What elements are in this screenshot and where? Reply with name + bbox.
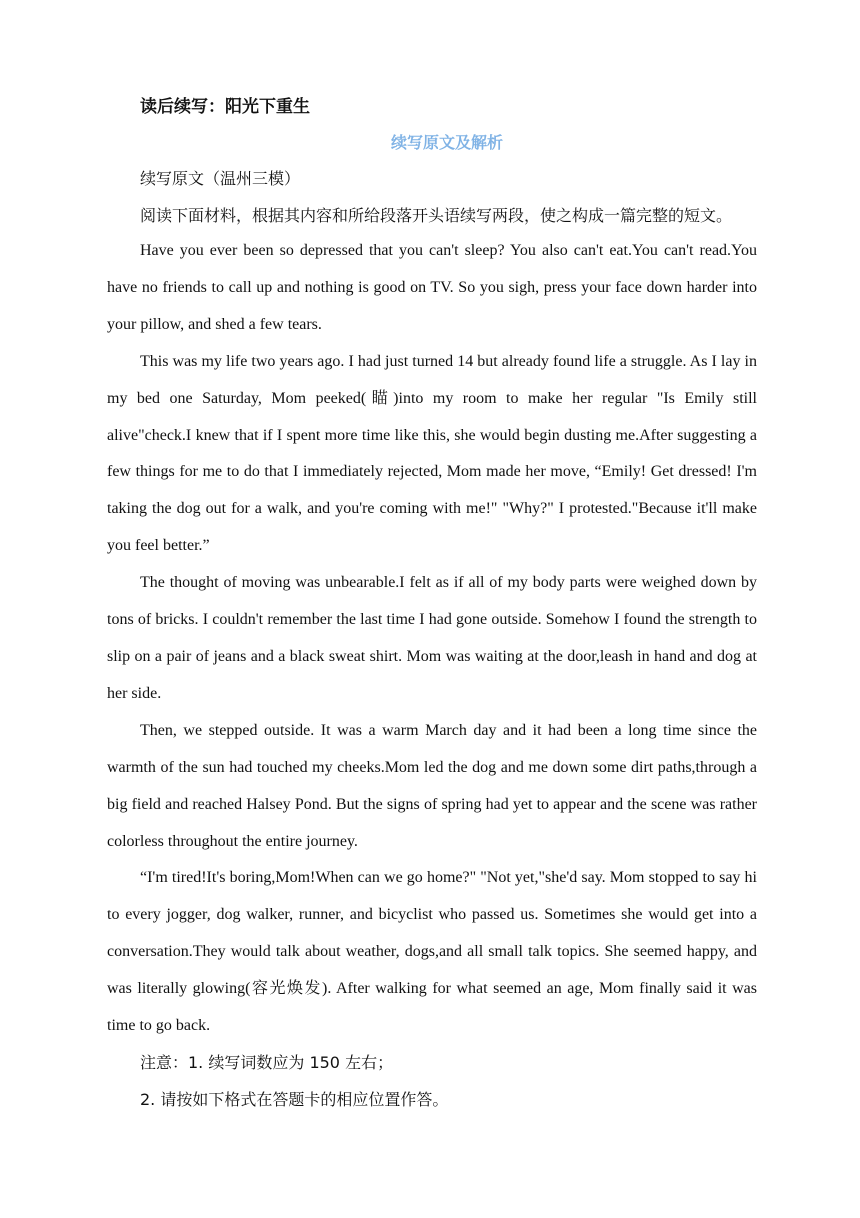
source-line: 续写原文（温州三模） bbox=[140, 169, 301, 188]
passage-paragraph-3: The thought of moving was unbearable.I felt as if all of my body parts were weighed down by tons of bricks. I couldn't remember the last time I had gone outside. Somehow I found the strength to slip on a pair of jeans and a black sweat shirt. Mom was waiting at the door,leash in hand and dog at her side. bbox=[107, 574, 757, 702]
passage bbox=[107, 233, 757, 1045]
passage-paragraph-2: This was my life two years ago. I had just turned 14 but already found life a struggle. As I lay in my bed one Saturday, Mom peeked(瞄)into my room to make her regular "Is Emily still alive"check.I knew that if I spent more time like this, she would begin dusting me.After suggesting a few things for me to do that I immediately rejected, Mom made her move, “Emily! Get dressed! I'm taking the dog out for a walk, and you're coming with me!" "Why?" I protested."Because it'll make you feel better.” bbox=[107, 352, 757, 555]
passage-paragraph-5: “I'm tired!It's boring,Mom!When can we go home?" "Not yet,"she'd say. Mom stopped to say hi to every jogger, dog walker, runner, and bicyclist who passed us. Sometimes she would get into a conversation.They would talk about weather, dogs,and all small talk topics. She seemed happy, and was literally glowing(容光焕发). After walking for what seemed an age, Mom finally said it was time to go back. bbox=[107, 869, 757, 1035]
document-title: 读后续写：阳光下重生 bbox=[140, 97, 310, 117]
instruction-line: 阅读下面材料，根据其内容和所给段落开头语续写两段，使之构成一篇完整的短文。 bbox=[140, 206, 733, 225]
document-subtitle: 续写原文及解析 bbox=[390, 133, 503, 152]
passage-paragraph-4: Then, we stepped outside. It was a warm March day and it had been a long time since the warmth of the sun had touched my cheeks.Mom led the dog and me down some dirt paths,through a big field and reached Halsey Pond. But the signs of spring had yet to appear and the scene was rather colorless throughout the entire journey. bbox=[107, 721, 757, 850]
note-line-2: 2. 请按如下格式在答题卡的相应位置作答。 bbox=[140, 1090, 449, 1109]
passage-paragraph-1: Have you ever been so depressed that you can't sleep? You also can't eat.You can't read.You have no friends to call up and nothing is good on TV. So you sigh, press your face down harder into your pillow, and shed a few tears. bbox=[107, 242, 757, 333]
note-line-1: 注意：1. 续写词数应为 150 左右； bbox=[140, 1053, 394, 1072]
